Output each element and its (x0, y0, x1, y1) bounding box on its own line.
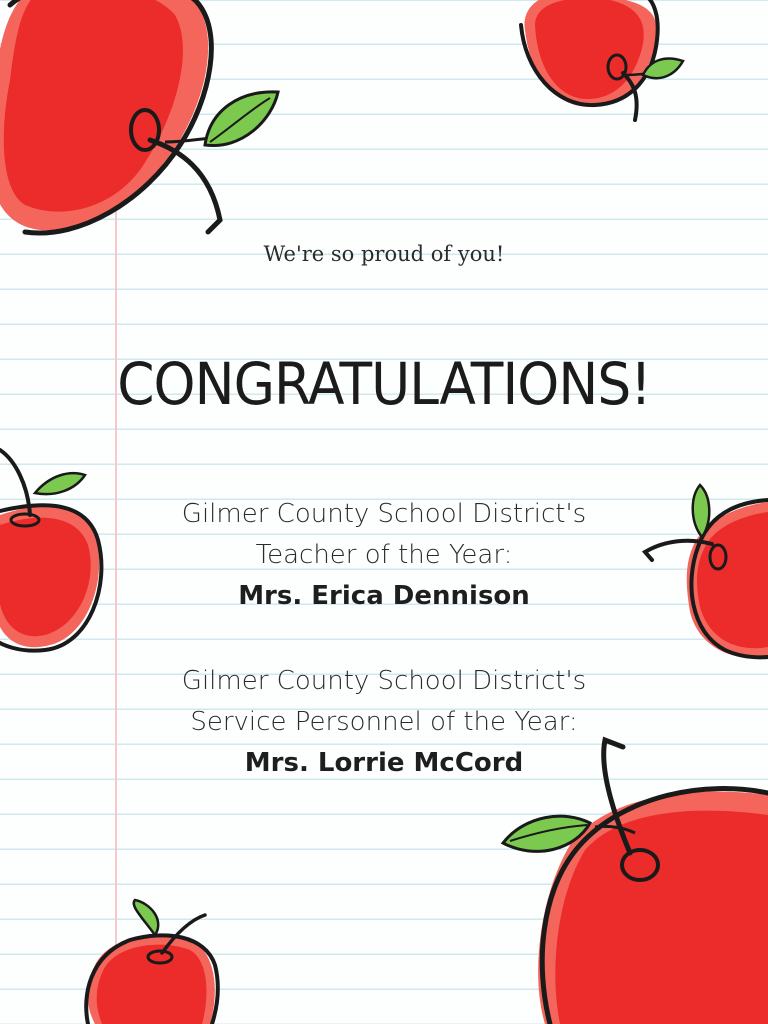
apple-bottom-left-icon (80, 895, 225, 1024)
award-title-line: Service Personnel of the Year: (190, 707, 578, 737)
award-teacher-block (0, 494, 768, 617)
award-recipient-name: Mrs. Erica Dennison (238, 581, 530, 611)
award-service-block (0, 661, 768, 784)
award-title-line: Teacher of the Year: (255, 540, 513, 570)
tagline-text: We're so proud of you! (263, 242, 505, 266)
award-recipient-name: Mrs. Lorrie McCord (244, 748, 524, 778)
award-district-line: Gilmer County School District's (181, 499, 587, 529)
congratulations-heading: CONGRATULATIONS! (117, 350, 651, 418)
award-district-line: Gilmer County School District's (181, 666, 587, 696)
apple-top-left-icon (0, 0, 280, 250)
apple-top-right-icon (515, 0, 690, 130)
